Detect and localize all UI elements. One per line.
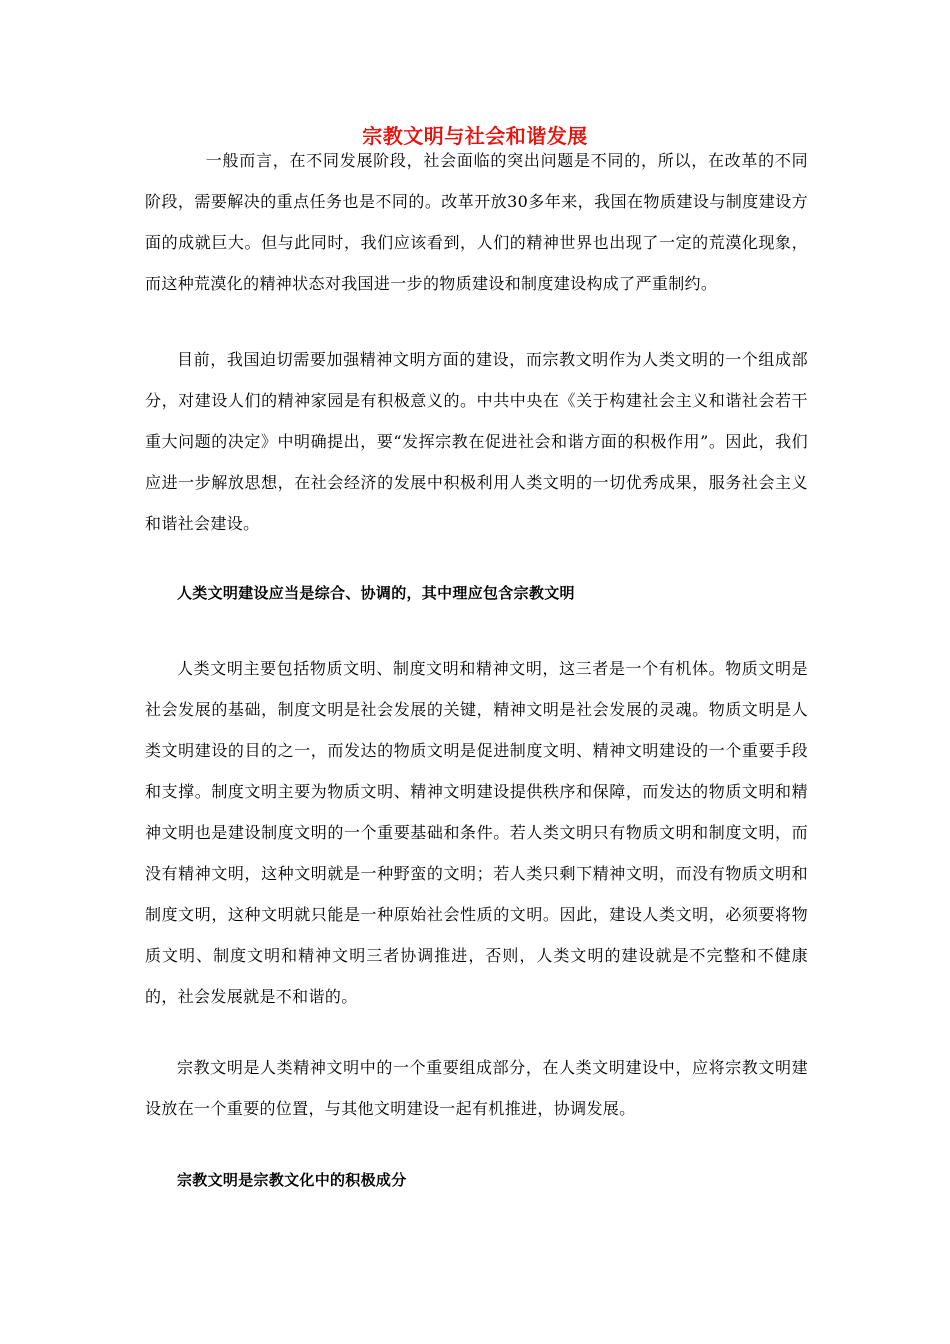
paragraph-intro: 一般而言，在不同发展阶段，社会面临的突出问题是不同的，所以，在改革的不同阶段，需要解决的重点任务也是不同的。改革开放30多年来，我国在物质建设与制度建设方面的成就巨大。但与此同时，我们应该看到，人们的精神世界也出现了一定的荒漠化现象，而这种荒漠化的精神状态对我国进一步的物质建设和制度建设构成了严重制约。: [145, 151, 808, 293]
paragraph-spiritual-civilization: 目前，我国迫切需要加强精神文明方面的建设，而宗教文明作为人类文明的一个组成部分，对建设人们的精神家园是有积极意义的。中共中央在《关于构建社会主义和谐社会若干重大问题的决定》中明确提出，要“发挥宗教在促进社会和谐方面的积极作用”。因此，我们应进一步解放思想，在社会经济的发展中积极利用人类文明的一切优秀成果，服务社会主义和谐社会建设。: [145, 350, 808, 533]
section-heading-religious-culture: 宗教文明是宗教文化中的积极成分: [177, 1171, 407, 1189]
paragraph-three-civilizations: 人类文明主要包括物质文明、制度文明和精神文明，这三者是一个有机体。物质文明是社会发展的基础，制度文明是社会发展的关键，精神文明是社会发展的灵魂。物质文明是人类文明建设的目的之一，而发达的物质文明是促进制度文明、精神文明建设的一个重要手段和支撑。制度文明主要为物质文明、精神文明建设提供秩序和保障，而发达的物质文明和精神文明也是建设制度文明的一个重要基础和条件。若人类文明只有物质文明和制度文明，而没有精神文明，这种文明就是一种野蛮的文明；若人类只剩下精神文明，而没有物质文明和制度文明，这种文明就只能是一种原始社会性质的文明。因此，建设人类文明，必须要将物质文明、制度文明和精神文明三者协调推进，否则，人类文明的建设就是不完整和不健康的，社会发展就是不和谐的。: [145, 659, 808, 1006]
section-heading-comprehensive-civilization: 人类文明建设应当是综合、协调的，其中理应包含宗教文明: [177, 584, 575, 602]
document-title: 宗教文明与社会和谐发展: [362, 124, 588, 148]
paragraph-religious-civilization: 宗教文明是人类精神文明中的一个重要组成部分，在人类文明建设中，应将宗教文明建设放在一个重要的位置，与其他文明建设一起有机推进，协调发展。: [145, 1058, 808, 1118]
